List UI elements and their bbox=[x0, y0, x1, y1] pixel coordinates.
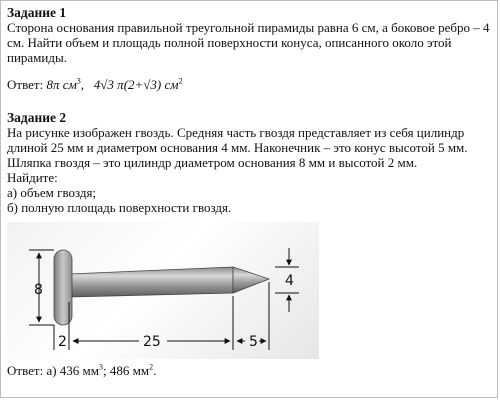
nail-shaft bbox=[69, 267, 233, 297]
dim-shaft-length: 25 bbox=[143, 334, 161, 350]
task1-answer bbox=[7, 77, 491, 92]
nail-drawing bbox=[7, 222, 319, 359]
task1-title: Задание 1 bbox=[7, 5, 67, 20]
task1-answer-label: Ответ: bbox=[7, 77, 44, 92]
task2-answer-end: . bbox=[153, 363, 157, 378]
dim-shaft-diameter: 4 bbox=[285, 273, 294, 289]
task1-answer-area-exp: 2 bbox=[178, 76, 183, 86]
task2-item-b: б) полную площадь поверхности гвоздя. bbox=[7, 200, 232, 215]
task2-find-label: Найдите: bbox=[7, 170, 58, 185]
task2-answer-b-exp: 2 bbox=[149, 362, 154, 372]
task1-answer-volume: 8π bbox=[46, 77, 60, 92]
task1-answer-volume-exp: 3 bbox=[76, 76, 81, 86]
task1-answer-area-unit: см bbox=[164, 77, 179, 92]
task1-answer-volume-unit: см bbox=[62, 77, 77, 92]
task2-title: Задание 2 bbox=[7, 110, 67, 125]
nail-tip bbox=[233, 267, 269, 293]
task2-item-a: а) объем гвоздя; bbox=[7, 185, 97, 200]
dim-head-height: 2 bbox=[58, 334, 67, 350]
nail-figure bbox=[7, 222, 319, 359]
dim-tip-length: 5 bbox=[249, 334, 258, 350]
task2-text: На рисунке изображен гвоздь. Средняя часть гвоздя представляет из себя цилиндр длиной 25 мм и диаметром основания 4 мм. Наконечник – это конус высотой 5 мм. Шляпка гвоздя – это цилиндр диаметром основания 8 мм и высотой 2 мм. bbox=[7, 125, 468, 170]
task2-answer-b: 486 мм bbox=[109, 363, 150, 378]
task2-answer-a-exp: 3 bbox=[99, 362, 104, 372]
task2-answer-a: а) 436 мм bbox=[46, 363, 100, 378]
task2-answer-label: Ответ: bbox=[7, 363, 44, 378]
task1-answer-separator: , bbox=[80, 77, 85, 92]
task2-answer-separator: ; bbox=[103, 363, 107, 378]
dim-head-diameter: 8 bbox=[34, 282, 43, 298]
task1-text: Сторона основания правильной треугольной пирамиды равна 6 см, а боковое ребро – 4 см. Найти объем и площадь полной поверхности конуса, описанного около этой пирамиды. bbox=[7, 20, 490, 65]
task2-answer bbox=[7, 363, 491, 378]
task1-answer-area: 4√3 π(2+√3) bbox=[93, 77, 162, 92]
